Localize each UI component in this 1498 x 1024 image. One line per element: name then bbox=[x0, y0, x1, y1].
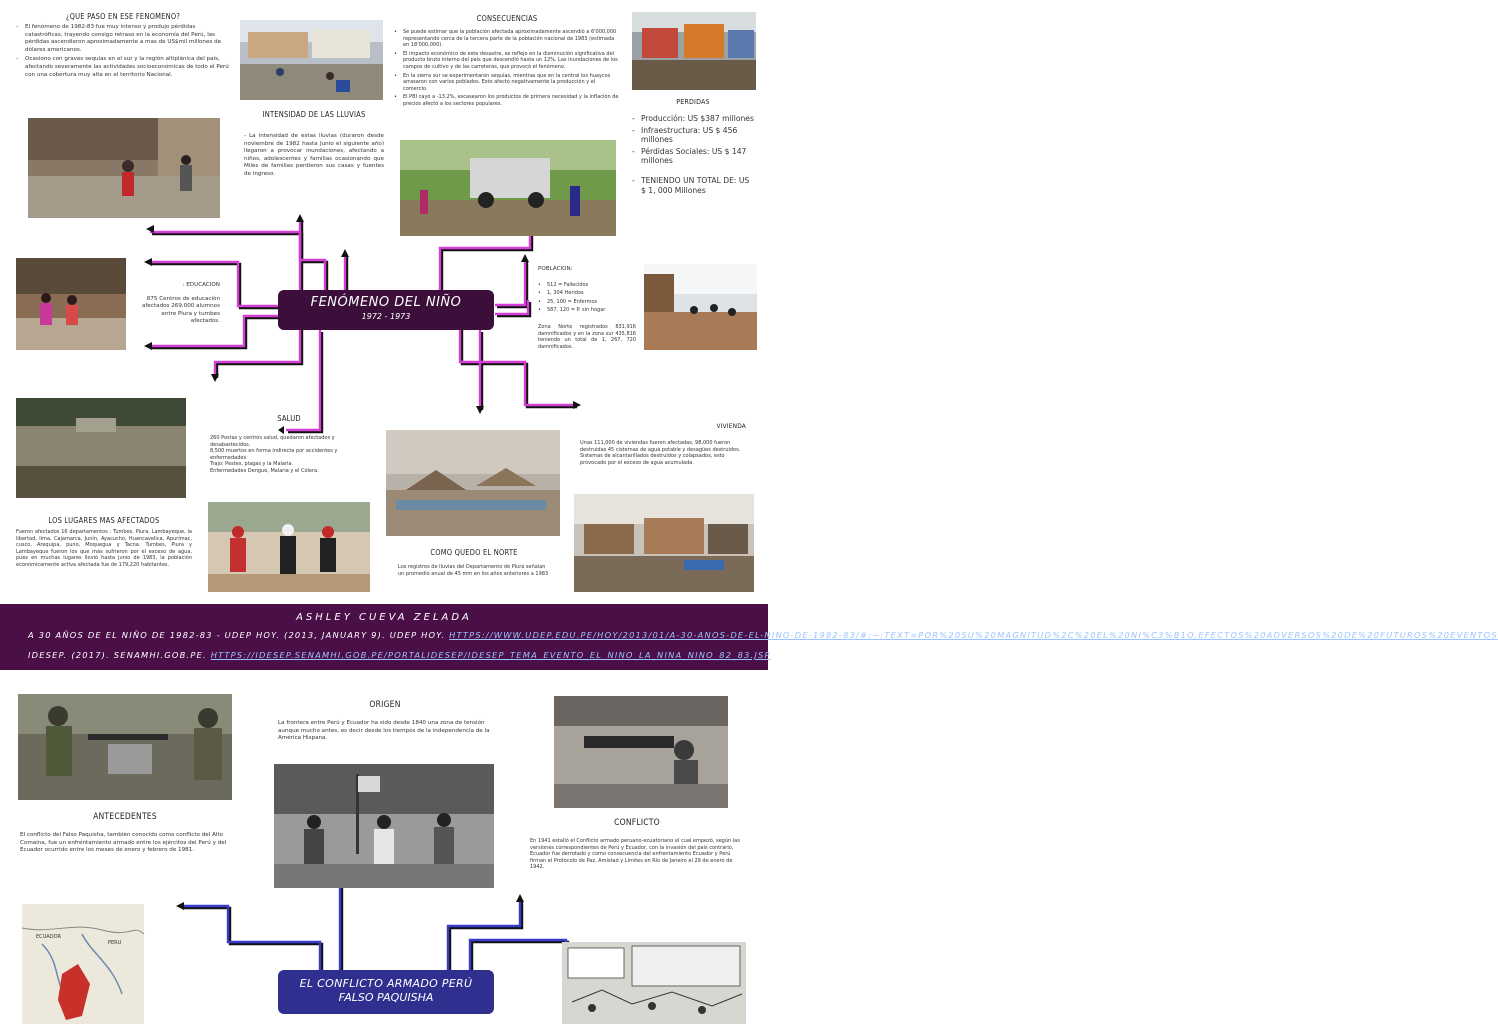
conflict-title-line1: EL CONFLICTO ARMADO PERÚ bbox=[299, 977, 473, 990]
que-paso-item: - Ocasiono con graves sequías en el sur y la región altiplánica del país, afectando severamente las actividades socioeconómicas de todo el Perú con una cobertura muy alta en el territorio Nacional. bbox=[16, 56, 230, 79]
author-name: ASHLEY CUEVA ZELADA bbox=[296, 612, 472, 623]
que-paso-heading: ¿QUE PASO EN ESE FENOMENO? bbox=[65, 12, 181, 21]
conflict-title-line2: FALSO PAQUISHA bbox=[338, 991, 434, 1004]
map-label-peru: PERU bbox=[108, 940, 122, 946]
muddy-field-photo bbox=[16, 398, 186, 498]
flood-truck-photo bbox=[400, 140, 616, 236]
perdidas-item: - Pérdidas Sociales: US $ 147 millones bbox=[632, 147, 754, 166]
vivienda-text: Unas 111,000 de viviendas fueron afectadas, 98,000 fueron destruidas 45 cisternas de agua potable y desagües destruidos. bbox=[580, 440, 741, 453]
norte-section bbox=[398, 548, 550, 577]
poblacion-item: • 1, 304 Heridos bbox=[538, 290, 636, 297]
conflicto-heading: CONFLICTO bbox=[614, 818, 660, 828]
nino-title-box bbox=[278, 290, 494, 330]
reference-1-text: A 30 AÑOS DE EL NIÑO DE 1982-83 - UDEP HOY. (2013, JANUARY 9). UDEP HOY. bbox=[28, 630, 446, 640]
poblacion-heading: POBLACION: bbox=[538, 266, 573, 272]
poblacion-section bbox=[538, 266, 636, 350]
consecuencias-item: • El impacto económico de este desastre, se reflejo en la disminución significativa del producto bruto interno del país que descendió hasta un 12%. Las inundaciones de los campos de cultivo y de las carreteras, que provocó el fenómeno. bbox=[394, 51, 620, 71]
antecedentes-text: El conflicto del Falso Paquisha, también conocido como conflicto del Alto Comaina, fue un enfrentamiento armado entre los ejércitos del Perú y del Ecuador ocurrido entre los meses de enero y febrero de 1981. bbox=[20, 832, 227, 854]
conflicto-section bbox=[530, 818, 744, 871]
reference-2-text: IDESEP. (2017). SENAMHI.GOB.PE. bbox=[28, 650, 207, 660]
conflicto-text: En 1941 estalló el Conflicto armado peruano-ecuatoriano el cual empezó, según las versiones correspondientes de Perú y Ecuador, con la invasión del país contrario, Ecuador fue derrotado y como consecuencia del enfrentamiento Ecuador y Perú firman el Protocolo de Paz, Amistad y Límites en Río de Janeiro el 29 de enero de 1942. bbox=[530, 838, 740, 871]
vivienda-section bbox=[580, 422, 746, 466]
origen-heading: ORIGEN bbox=[369, 700, 401, 710]
intensidad-text: - La intensidad de estas lluvias (duraron desde noviembre de 1982 hasta Junio el siguiente año) llegaron a provocar inundaciones, afectando a niños, adolescentes y familias ocasionando que Miles de familias perdieron sus casas y fuentes de ingreso. bbox=[244, 133, 384, 177]
consecuencias-item: • El PBI cayó a -13.2%, escasearon los productos de primera necesidad y la inflación de precios afectó a los sectores populares. bbox=[394, 94, 620, 107]
consecuencias-heading: CONSECUENCIAS bbox=[476, 14, 538, 23]
intensidad-section bbox=[244, 110, 384, 179]
educacion-section bbox=[140, 282, 220, 326]
gunners-photo bbox=[554, 696, 728, 808]
lugares-text: Fueron afectados 16 departamentos : Tumbes, Piura, Lambayeque, la libertad, lima, Cajamarca, Junín, Ayacucho, Huancavelica, Apurímac, cusco, Arequipa, puno, Moquegua y Tacna. Tumbes, Piura y Lambayeque fueron los que más sufrieron por el exceso de agua, pues en muchas lugares llovió hasta junio de 1983, la población económicamente activa afectada fue de 179,220 habitantes. bbox=[16, 529, 192, 568]
antecedentes-section bbox=[20, 812, 230, 855]
destroyed-homes-photo bbox=[574, 494, 754, 592]
educacion-heading: : EDUCACION bbox=[182, 282, 220, 288]
perdidas-section bbox=[632, 98, 754, 197]
rescue-team-photo bbox=[208, 502, 370, 592]
vivienda-text2: Sistemas de alcantarillados destruidos y colapsados, esto provocado por el exceso de agua acumulada. bbox=[580, 453, 725, 466]
vivienda-heading: VIVIENDA bbox=[716, 422, 746, 430]
map-label-ecuador: ECUADOR bbox=[36, 934, 61, 940]
flood-people-photo bbox=[28, 118, 220, 218]
salud-section bbox=[210, 414, 368, 475]
antecedentes-heading: ANTECEDENTES bbox=[93, 812, 157, 822]
battle-illustration bbox=[562, 942, 746, 1024]
educacion-text: 875 Centros de educación afectados 269,000 alumnos entre Piura y tumbes afectados. bbox=[142, 295, 220, 325]
origen-section bbox=[278, 700, 492, 743]
lugares-heading: LOS LUGARES MAS AFECTADOS bbox=[48, 516, 160, 525]
perdidas-item: - TENIENDO UN TOTAL DE: US $ 1, 000 Millones bbox=[632, 176, 754, 195]
poblacion-text: Zona Norte registrados 831,916 damnificados y en la zona sur 435,816 teniendo un total de 1, 267, 720 damnificados. bbox=[538, 323, 636, 350]
credits-band bbox=[0, 604, 1498, 670]
intensidad-heading: INTENSIDAD DE LAS LLUVIAS bbox=[262, 110, 366, 119]
salud-heading: SALUD bbox=[277, 414, 301, 423]
salud-text bbox=[210, 435, 368, 475]
que-paso-item: - El fenómeno de 1982-83 fue muy intenso y produjo pérdidas catastróficas, trayendo consigo retraso en la economía del Perú, las pérdidas ascendieron aproximadamente a mas de US$mil millones de dólares americanos. bbox=[16, 24, 230, 54]
lugares-section bbox=[16, 516, 192, 569]
salud-line: 260 Postas y centros salud, quedaron afectados y desabastecidos. bbox=[210, 435, 335, 448]
perdidas-heading: PERDIDAS bbox=[676, 98, 710, 106]
poblacion-item: • 512 = Fallecidos bbox=[538, 282, 636, 289]
perdidas-list bbox=[632, 114, 754, 195]
salud-line: Trajo: Pestes, plagas y la Malaria. bbox=[210, 461, 294, 468]
soldiers-photo bbox=[18, 694, 232, 800]
ruined-village-photo bbox=[386, 430, 560, 536]
consecuencias-item: • En la sierra sur se experimentaron sequías, mientras que en la central los huaycos arrasaron con varios poblados. Esto afectó negativamente la producción y el comercio. bbox=[394, 73, 620, 93]
perdidas-item: - Infraestructura: US $ 456 millones bbox=[632, 126, 754, 145]
flood-crowd-photo bbox=[644, 264, 757, 350]
flooded-houses-photo bbox=[632, 12, 756, 90]
salud-line: 8,500 muertos en forma indirecta por accidentes y enfermedades bbox=[210, 448, 338, 461]
consecuencias-section bbox=[394, 14, 620, 110]
consecuencias-list bbox=[394, 29, 620, 108]
poblacion-item: • 25, 100 = Enfermos bbox=[538, 299, 636, 306]
reference-2 bbox=[28, 650, 771, 660]
origen-text: La frontera entre Perú y Ecuador ha sido desde 1840 una zona de tensión aunque mucho antes, es decir desde los tiempos de la independencia de la América Hispana. bbox=[278, 720, 490, 742]
flood-street-photo bbox=[240, 20, 383, 100]
poblacion-list bbox=[538, 282, 636, 314]
nino-title: FENÓMENO DEL NIÑO bbox=[310, 295, 462, 310]
que-paso-list bbox=[16, 24, 230, 79]
que-paso-section bbox=[16, 12, 230, 81]
reference-2-link[interactable]: HTTPS://IDESEP.SENAMHI.GOB.PE/PORTALIDESEP/IDESEP_TEMA_EVENTO_EL_NINO_LA_NINA_NINO_82_83.JSP bbox=[210, 650, 771, 660]
perdidas-item: - Producción: US $387 millones bbox=[632, 114, 754, 124]
children-flood-photo bbox=[16, 258, 126, 350]
border-map-image bbox=[22, 904, 144, 1024]
norte-text: Los registros de lluvias del Departamento de Piura señalan un promedio anual de 45 mm en los años anteriores a 1983 bbox=[398, 564, 549, 577]
norte-heading: COMO QUEDO EL NORTE bbox=[430, 548, 518, 557]
poblacion-item: • 587, 120 = P. sin hogar bbox=[538, 307, 636, 314]
reference-1 bbox=[28, 630, 1498, 640]
nino-subtitle: 1972 - 1973 bbox=[361, 312, 411, 321]
officials-group-photo bbox=[274, 764, 494, 888]
conflict-title-box bbox=[278, 970, 494, 1014]
reference-1-link[interactable]: HTTPS://WWW.UDEP.EDU.PE/HOY/2013/01/A-30-ANOS-DE-EL-NINO-DE-1982-83/#:~:TEXT=POR%20SU%20MAGNITUD%2C%20EL%20NI%C3%B1O,EFECTOS%20ADVERSOS%20DE%20FUTUROS%20EVENTOS bbox=[449, 630, 1498, 640]
consecuencias-item: • Se puede estimar que la población afectada aproximadamente ascendió a 6'000,000 representando cerca de la tercera parte de la población nacional de 1983 (estimada en 18'000,000). bbox=[394, 29, 620, 49]
salud-line: Enfermedades Dengue, Malaria y el Cólera. bbox=[210, 467, 319, 474]
